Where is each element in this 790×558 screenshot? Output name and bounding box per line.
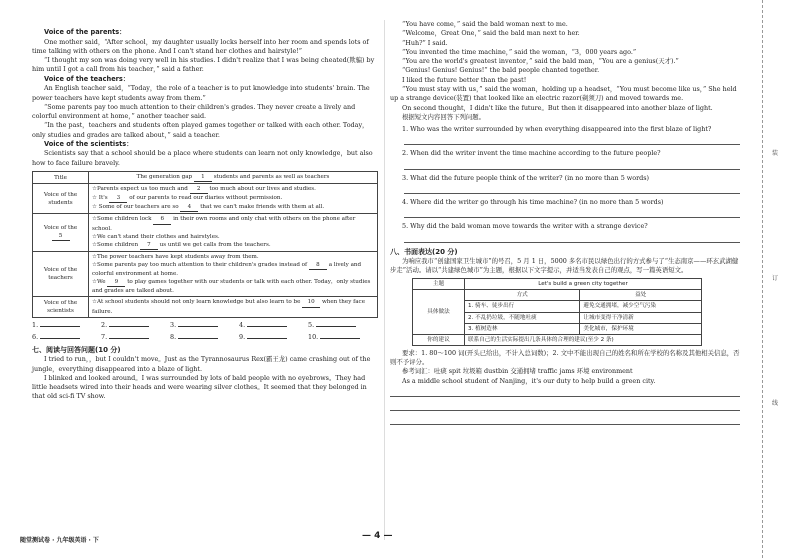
right-column [390, 20, 740, 429]
table-cell [89, 184, 378, 214]
table-text: ☆Some children lock [92, 216, 152, 223]
paragraph: “Some parents pay too much attention to their children's grades. They never create a lively and colorful environment at home，” another teacher said. [32, 102, 356, 121]
answer-line[interactable] [404, 135, 740, 145]
answer-slot[interactable] [239, 321, 308, 330]
answer-number: 7. [101, 332, 108, 341]
margin-char: 装 [772, 150, 779, 157]
essay-start: As a middle school student of Nanjing，it's our duty to help build a green city. [402, 376, 656, 385]
table-header: 方式 [465, 290, 580, 301]
table-label: Title [33, 172, 89, 184]
summary-table [32, 171, 378, 318]
story-paragraph: “You have come，” said the bald woman next to me. [402, 20, 568, 28]
table-text: when they face failure. [92, 299, 365, 315]
table-label: Voice of the teachers [33, 251, 89, 297]
answer-slot[interactable] [308, 321, 377, 330]
answer-blank[interactable]: 2 [190, 185, 208, 194]
answer-slot[interactable] [32, 333, 101, 342]
question-2: 2. When did the writer invent the time machine according to the future people? [402, 149, 661, 158]
table-text: students and parents as well as teachers [213, 174, 330, 181]
question-4: 4. Where did the writer go through his time machine? (in no more than 5 words) [402, 197, 664, 206]
margin-char: 线 [772, 400, 779, 407]
column-divider [384, 20, 385, 540]
question-1: 1. Who was the writer surrounded by when everything disappeared into the first blaze of light? [402, 125, 712, 134]
table-cell: Let's build a green city together [465, 279, 702, 290]
table-cell: 让城市变得干净清新 [580, 312, 702, 323]
table-text: ☆ It's [92, 195, 108, 202]
answer-number: 5. [308, 320, 315, 329]
writing-grid-table [412, 278, 702, 346]
answer-slot[interactable] [239, 333, 308, 342]
story-paragraph: I tried to run，，but I couldn't move。Just as the Tyrannosaurus Rex(霸王龙) came crashing out of the jungle，everything disappeared into a blaze of light. [32, 355, 371, 373]
table-title-cell [89, 172, 378, 184]
answer-slot[interactable] [101, 333, 170, 342]
answer-number: 9. [239, 332, 246, 341]
table-text: a lively and colorful environment at home. [92, 262, 362, 278]
table-text: of our parents to read our diaries without permission. [129, 195, 283, 202]
paragraph: “In the past，teachers and students often played games together or talked with each other. Today，only studies and grades are talked about，” said a teacher. [32, 121, 369, 139]
story-paragraph: “Welcome，Great One，” said the bald man next to her. [402, 29, 580, 38]
question-3: 3. What did the future people think of the writer? (in no more than 5 words) [402, 173, 650, 182]
table-label: Voice of the scientists [33, 297, 89, 317]
answer-number: 1. [32, 320, 39, 329]
answer-blank[interactable]: 8 [309, 261, 327, 270]
answer-line[interactable] [404, 184, 740, 194]
table-label: 主题 [413, 279, 465, 290]
answer-slot[interactable] [101, 321, 170, 330]
table-text: too much about our lives and studies. [209, 186, 316, 193]
story-paragraph: “You must stay with us，” said the woman，holding up a headset，“You must become like us，” She held up a strange device(装置) that looked like an electric razor(剃须刀) and moved towards me. [390, 84, 737, 103]
answer-blank[interactable]: 5 [52, 232, 70, 241]
heading-parents: Voice of the parents： [44, 28, 126, 36]
table-text: that we can't make friends with them at all. [200, 204, 325, 211]
heading-teachers: Voice of the teachers： [44, 74, 130, 83]
binding-margin [748, 0, 790, 558]
answer-number: 10. [308, 332, 319, 341]
table-text: ☆The power teachers have kept students away from them. [92, 253, 259, 260]
table-cell [89, 251, 378, 297]
table-label: Voice of the students [33, 184, 89, 214]
table-label: 具体做法 [413, 290, 465, 334]
writing-prompt: 为响应我市“创建国家卫生城市”的号召，5 月 1 日，5000 多名市民以绿色出行的方式参与了“生态南京——环玄武湖健步走”活动。请以“共建绿色城市”为主题，根据以下文字提示，并适当发表自己的观点，写一篇英语短文。 [390, 256, 739, 274]
answer-blank[interactable]: 4 [180, 203, 198, 212]
answer-blank[interactable]: 1 [194, 173, 212, 182]
answer-blank[interactable]: 9 [107, 278, 125, 287]
paragraph: One mother said，“After school，my daughter usually locks herself into her room and spends lots of time talking with others on the phone. And I can't stand her clothes and hairstyle!” [32, 37, 369, 55]
answer-slot[interactable] [170, 321, 239, 330]
answer-number: 8. [170, 332, 177, 341]
answer-slot[interactable] [32, 321, 101, 330]
table-cell: 2. 不乱扔垃圾，不随地吐痰 [465, 312, 580, 323]
answer-row [32, 321, 378, 330]
table-cell [89, 297, 378, 317]
table-text: ☆At school students should not only learn knowledge but also learn to be [92, 299, 301, 306]
answer-row [32, 333, 378, 342]
story-paragraph: I liked the future better than the past! [402, 75, 527, 84]
table-cell: 联系自己的生活实际提出几条具体的合理的建议(至少 2 条) [465, 334, 702, 345]
table-cell: 1. 骑车、徒步出行 [465, 301, 580, 312]
margin-char: 订 [772, 275, 779, 282]
table-text: ☆We can't stand their clothes and hairstyles. [92, 233, 220, 240]
answer-number: 3. [170, 320, 177, 329]
paragraph: An English teacher said，“Today，the role of a teacher is to put knowledge into students' brain. The power teachers have kept students away from them.” [32, 84, 370, 102]
table-text: ☆ Some of our teachers are so [92, 204, 179, 211]
table-text: ☆Some parents pay too much attention to their children's grades instead of [92, 262, 308, 268]
section-title-part8: 八、书面表达(20 分) [390, 247, 458, 256]
answer-number: 2. [101, 320, 108, 329]
table-text: to play games together with our students or talk with each other. Today，only studies and grades are talked about. [92, 279, 371, 295]
story-paragraph: “Huh?” I said. [402, 38, 448, 47]
story-paragraph: I blinked and looked around。I was surrounded by lots of bald people with no eyebrows。They had little headsets wired into their heads and were wearing silver clothes。It seemed that they belonged in that old sci-fi TV show. [32, 373, 367, 401]
section-title-part7: 七、阅读与回答问题(10 分) [32, 346, 121, 355]
answer-number: 6. [32, 332, 39, 341]
answer-blank[interactable]: 6 [153, 215, 171, 224]
heading-scientists: Voice of the scientists： [44, 139, 133, 148]
question-5: 5. Why did the bald woman move towards the writer with a strange device? [402, 222, 648, 231]
table-text: in their own rooms and only chat with others on the phone after school. [92, 216, 356, 232]
table-text: The generation gap [136, 174, 193, 181]
table-text: ☆We [92, 279, 106, 286]
answer-line[interactable] [404, 233, 740, 243]
answer-blank[interactable]: 3 [109, 194, 127, 203]
writing-line[interactable] [390, 415, 740, 425]
story-paragraph: On second thought，I didn't like the future。But then it disappeared into another blaze of light. [402, 103, 713, 112]
table-label [33, 214, 89, 251]
answer-slot[interactable] [308, 333, 377, 342]
story-paragraph: “You invented the time machine，” said the woman，“3，000 years ago.” [402, 47, 637, 56]
story-paragraph: “Genius! Genius! Genius!” the bald people chanted together. [402, 66, 600, 75]
table-header: 益处 [580, 290, 702, 301]
table-text: Voice of the [43, 225, 78, 232]
answer-slot[interactable] [170, 333, 239, 342]
answer-blank[interactable]: 7 [140, 241, 158, 250]
cut-line [762, 0, 763, 558]
reference-words: 参考词汇：吐痰 spit 垃圾箱 dustbin 交通拥堵 traffic jams 环境 environment [402, 367, 633, 376]
requirements: 要求：1. 80～100 词(开头已给出，不计入总词数)；2. 文中不能出现自己的姓名和所在学校的名称及其他相关信息，否则不予评分。 [390, 348, 740, 367]
writing-line[interactable] [390, 401, 740, 411]
instructions: 根据短文内容回答下列问题。 [402, 112, 486, 121]
table-text: ☆Parents expect us too much and [92, 186, 188, 193]
footer-title: 随堂测试卷 · 九年级英语 · 下 [20, 537, 99, 544]
answer-blank[interactable]: 10 [302, 298, 320, 307]
paragraph: Scientists say that a school should be a place where students can learn not only knowledge，but also how to face failure bravely. [32, 149, 373, 167]
table-cell [89, 214, 378, 251]
table-cell: 3. 植树造林 [465, 323, 580, 334]
table-text: us until we get calls from the teachers. [159, 241, 271, 248]
table-cell: 避免交通拥堵，减少空气污染 [580, 301, 702, 312]
writing-line[interactable] [390, 387, 740, 397]
table-label: 你的建议 [413, 334, 465, 345]
left-column [32, 28, 378, 402]
answer-number: 4. [239, 320, 246, 329]
paragraph: “I thought my son was doing very well in his studies. I didn't realize that I was being cheated(欺骗) by him until I got a call from his teacher，” said a father. [32, 56, 375, 74]
table-cell: 美化城市，保护环境 [580, 323, 702, 334]
story-paragraph: “You are the world's greatest inventor，” said the bald man，“You are a genius(天才).” [402, 57, 679, 66]
answer-line[interactable] [404, 160, 740, 170]
answer-line[interactable] [404, 208, 740, 218]
table-text: ☆Some children [92, 241, 139, 248]
page-number: — 4 — [362, 531, 393, 541]
